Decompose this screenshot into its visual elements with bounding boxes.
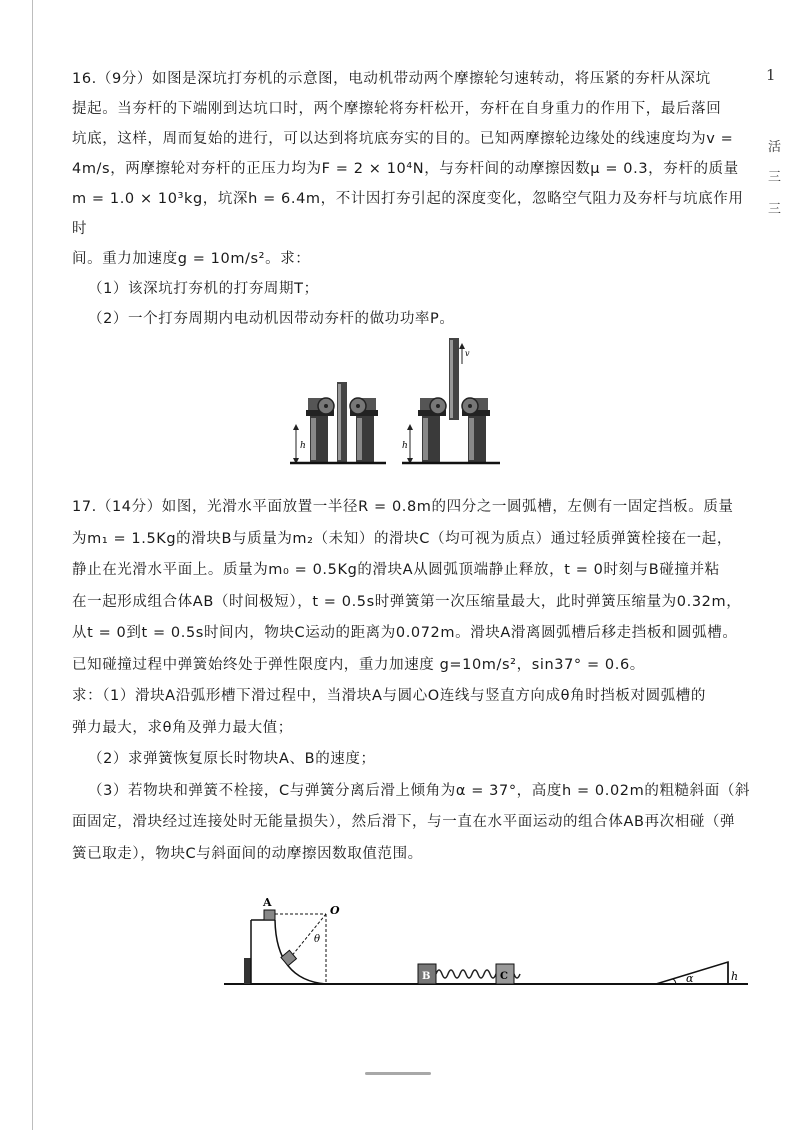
- margin-mark: 活: [768, 140, 782, 155]
- q17-line: 静止在光滑水平面上。质量为m₀ = 0.5Kg的滑块A从圆弧顶端静止释放，t = 0时刻与B碰撞并粘: [72, 562, 720, 578]
- question-16: [72, 64, 752, 334]
- page-footer-mark: [365, 1072, 431, 1075]
- q16-line: 4m/s，两摩擦轮对夯杆的正压力均为F = 2 × 10⁴N，与夯杆间的动摩擦因数μ = 0.3，夯杆的质量: [72, 161, 739, 177]
- q16-subquestion-1: （1）该深坑打夯机的打夯周期T；: [88, 281, 319, 297]
- label-C: C: [500, 971, 508, 982]
- q17-line: 已知碰撞过程中弹簧始终处于弹性限度内，重力加速度 g=10m/s²，sin37° = 0.6。: [72, 656, 645, 673]
- q16-line: 16.（9分）如图是深坑打夯机的示意图，电动机带动两个摩擦轮匀速转动，将压紧的夯杆从深坑: [72, 71, 711, 87]
- q17-line: 弹力最大，求θ角及弹力最大值；: [72, 719, 293, 736]
- q17-subquestion-3-cont: 面固定，滑块经过连接处时无能量损失），然后滑下，与一直在水平面运动的组合体AB再次相碰（弹: [72, 814, 736, 830]
- label-alpha: α: [686, 972, 694, 985]
- q16-figure: [290, 336, 506, 472]
- margin-mark: 三: [768, 202, 782, 217]
- q16-line: 间。重力加速度g = 10m/s²。求：: [72, 251, 311, 267]
- q17-subquestion-2: （2）求弹簧恢复原长时物块A、B的速度；: [88, 751, 376, 767]
- label-theta: θ: [314, 934, 321, 945]
- label-h-right: h: [402, 441, 408, 451]
- tamping-machine-right: [402, 338, 490, 464]
- label-B: B: [422, 971, 431, 982]
- q16-line: 提起。当夯杆的下端刚到达坑口时，两个摩擦轮将夯杆松开，夯杆在自身重力的作用下，最后落回: [72, 101, 722, 117]
- label-v: v: [465, 349, 470, 358]
- margin-mark: 1: [766, 66, 776, 84]
- q17-line: 从t = 0到t = 0.5s时间内，物块C运动的距离为0.072m。滑块A滑离圆弧槽后移走挡板和圆弧槽。: [72, 625, 738, 641]
- label-h-left: h: [300, 441, 306, 451]
- q17-subquestion-3: （3）若物块和弹簧不栓接，C与弹簧分离后滑上倾角为α = 37°，高度h = 0.02m的粗糙斜面（斜: [88, 782, 751, 799]
- q17-line: 在一起形成组合体AB（时间极短），t = 0.5s时弹簧第一次压缩量最大，此时弹簧压缩量为0.32m，: [72, 593, 742, 610]
- q17-subquestion-3-cont: 簧已取走），物块C与斜面间的动摩擦因数取值范围。: [72, 845, 423, 862]
- tamping-machine-left: [293, 382, 378, 464]
- tamping-machine-diagram: [290, 336, 506, 472]
- q16-subquestion-2: （2）一个打夯周期内电动机因带动夯杆的做功功率P。: [88, 311, 455, 327]
- q16-line: m = 1.0 × 10³kg，坑深h = 6.4m，不计因打夯引起的深度变化，忽略空气阻力及夯杆与坑底作用时: [72, 191, 744, 237]
- label-A: A: [263, 896, 272, 909]
- binding-margin-line: [32, 0, 33, 1130]
- q17-line: 为m₁ = 1.5Kg的滑块B与质量为m₂（未知）的滑块C（均可视为质点）通过轻质弹簧栓接在一起，: [72, 530, 732, 547]
- label-h: h: [731, 970, 739, 983]
- fixed-baffle: [244, 958, 251, 984]
- q17-figure: [220, 896, 750, 996]
- arc-spring-incline-diagram: [220, 896, 750, 996]
- question-17: [72, 492, 752, 870]
- q17-line: 求：（1）滑块A沿弧形槽下滑过程中，当滑块A与圆心O连线与竖直方向成θ角时挡板对圆弧槽的: [72, 688, 706, 704]
- q17-line: 17.（14分）如图，光滑水平面放置一半径R = 0.8m的四分之一圆弧槽，左侧有一固定挡板。质量: [72, 499, 734, 515]
- label-O: O: [330, 904, 340, 917]
- margin-mark: 三: [768, 170, 782, 185]
- q16-line: 坑底，这样，周而复始的进行，可以达到将坑底夯实的目的。已知两摩擦轮边缘处的线速度均为v =: [72, 131, 734, 147]
